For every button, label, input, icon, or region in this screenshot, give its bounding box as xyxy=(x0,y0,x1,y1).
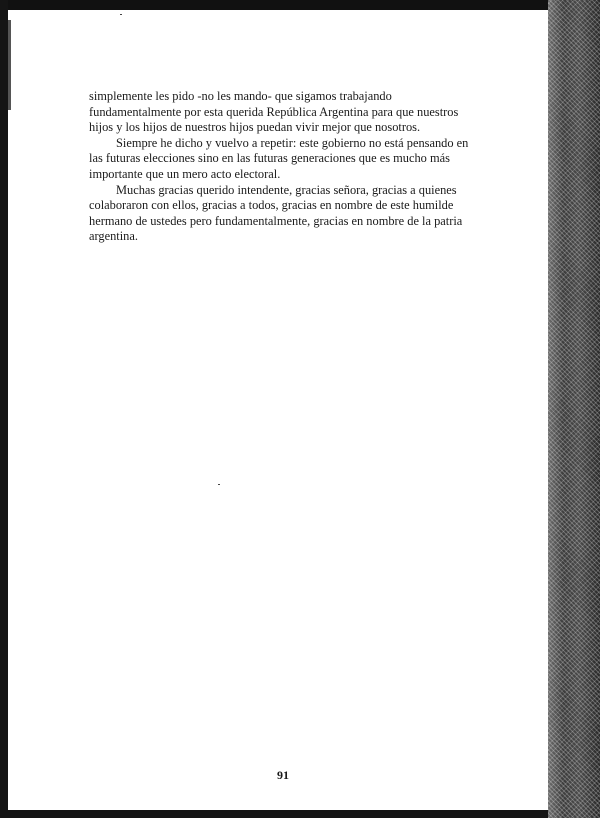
body-text xyxy=(89,89,474,245)
paragraph-1: simplemente les pido -no les mando- que sigamos trabajando fundamentalmente por esta querida República Argentina para que nuestros hijos y los hijos de nuestros hijos puedan vivir mejor que nosotros. xyxy=(89,89,459,135)
scan-border-top xyxy=(0,0,560,10)
paragraph-2: Siempre he dicho y vuelvo a repetir: este gobierno no está pensando en las futuras elecciones sino en las futuras generaciones que es mucho más importante que un mero acto electoral. xyxy=(89,135,469,181)
paragraph-3: Muchas gracias querido intendente, gracias señora, gracias a quienes colaboraron con ellos, gracias a todos, gracias en nombre de este humilde hermano de ustedes pero fundamentalmente, gracias en nombre de la patria argentina. xyxy=(89,182,463,244)
scan-speck xyxy=(218,484,220,485)
scan-speck xyxy=(120,14,122,15)
book-gutter-shadow xyxy=(548,0,600,818)
page-number: 91 xyxy=(277,768,289,782)
scan-border-left xyxy=(0,0,8,818)
scan-border-left-shadow xyxy=(8,20,11,110)
scan-border-bottom xyxy=(0,810,560,818)
